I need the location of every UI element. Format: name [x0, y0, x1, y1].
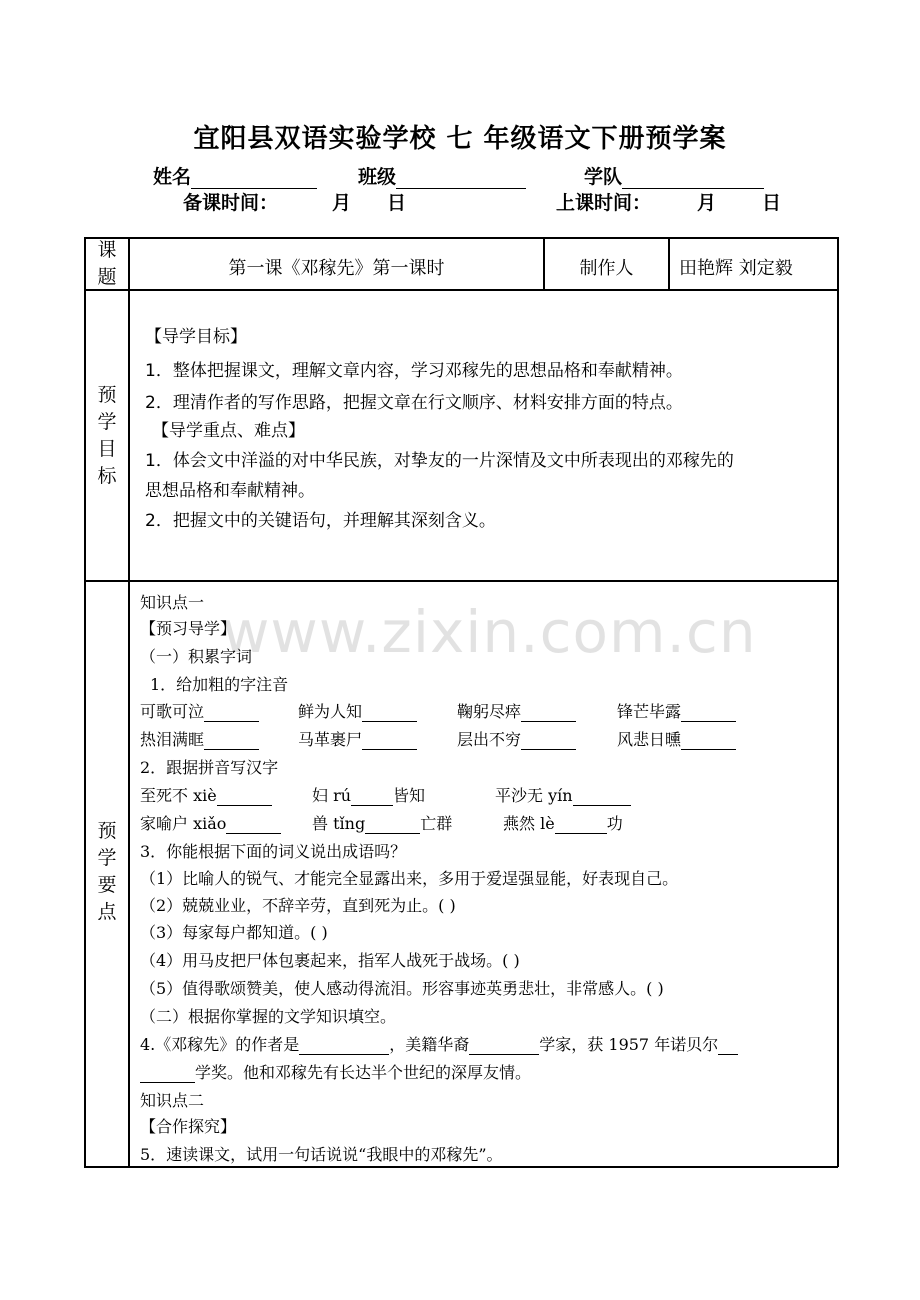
class-field: [358, 162, 526, 189]
key-points-heading: 【导学重点、难点】: [152, 421, 305, 441]
definition-4: （4）用马皮把尸体包裹起来，指军人战死于战场。( ): [140, 951, 520, 970]
goal-item-2: 2．理清作者的写作思路，把握文章在行文顺序、材料安排方面的特点。: [145, 393, 683, 413]
goals-label: 预 学 目 标: [97, 384, 117, 487]
question-5: 5．速读课文，试用一句话说说“我眼中的邓稼先”。: [140, 1145, 503, 1164]
points-label: 预 学 要 点: [97, 820, 117, 923]
answer-blank[interactable]: [365, 818, 420, 834]
topic-label: 课 题: [97, 239, 117, 288]
class-day: 日: [762, 192, 782, 214]
word-item: 热泪满眶: [140, 727, 259, 750]
key-item-2: 2．把握文中的关键语句，并理解其深刻含义。: [145, 511, 496, 531]
answer-blank[interactable]: [681, 706, 736, 722]
word-item: 风悲日曛: [617, 727, 736, 750]
page-title: 宜阳县双语实验学校 七 年级语文下册预学案: [193, 124, 727, 154]
answer-blank[interactable]: [204, 734, 259, 750]
prep-day: 日: [387, 192, 407, 214]
team-field: [584, 162, 764, 189]
answer-blank[interactable]: [555, 818, 607, 834]
prep-month: 月: [332, 192, 352, 214]
author-blank[interactable]: [299, 1039, 389, 1055]
answer-blank[interactable]: [521, 706, 576, 722]
definition-5: （5）值得歌颂赞美，使人感动得流泪。形容事迹英勇悲壮，非常感人。( ): [140, 979, 664, 998]
question-1: 1．给加粗的字注音: [150, 675, 289, 694]
section-1: （一）积累字词: [140, 647, 253, 666]
knowledge-point-1: 知识点一: [140, 593, 205, 612]
pinyin-item: 兽 tǐng 亡群: [312, 814, 453, 833]
pinyin-item: 平沙无 yín: [495, 783, 631, 806]
pinyin-item: 燕然 lè 功: [503, 814, 623, 833]
class-blank[interactable]: [396, 168, 526, 189]
word-item: 锋芒毕露: [617, 699, 736, 722]
definition-2: （2）兢兢业业，不辞辛劳，直到死为止。( ): [140, 896, 456, 915]
answer-blank[interactable]: [521, 734, 576, 750]
class-time-label: 上课时间：: [556, 192, 652, 214]
watermark: www.zixin.com.cn: [222, 598, 757, 666]
prize-blank[interactable]: [718, 1039, 738, 1055]
knowledge-point-2: 知识点二: [140, 1091, 205, 1110]
definition-3: （3）每家每户都知道。( ): [140, 923, 328, 942]
question-4-line-2: 学奖。他和邓稼先有长达半个世纪的深厚友情。: [140, 1060, 531, 1083]
field-blank[interactable]: [469, 1039, 539, 1055]
name-blank[interactable]: [191, 168, 317, 189]
class-month: 月: [697, 192, 717, 214]
prep-time-label: 备课时间：: [183, 192, 279, 214]
name-label: 姓名: [153, 166, 192, 188]
answer-blank[interactable]: [204, 706, 259, 722]
team-blank[interactable]: [622, 168, 764, 189]
definition-1: （1）比喻人的锐气、才能完全显露出来，多用于爱逞强显能，好表现自己。: [140, 869, 679, 888]
section-2: （二）根据你掌握的文学知识填空。: [140, 1007, 397, 1026]
lesson-topic: 第一课《邓稼先》第一课时: [228, 258, 445, 279]
answer-blank[interactable]: [351, 790, 393, 806]
preview-heading: 【预习导学】: [140, 619, 237, 638]
answer-blank[interactable]: [217, 790, 272, 806]
goal-item-1: 1．整体把握课文，理解文章内容，学习邓稼先的思想品格和奉献精神。: [145, 361, 683, 381]
guide-goals-heading: 【导学目标】: [145, 327, 247, 347]
name-field: [153, 162, 317, 189]
maker-names: 田艳辉 刘定毅: [679, 258, 793, 279]
answer-blank[interactable]: [226, 818, 281, 834]
cooperation-heading: 【合作探究】: [140, 1117, 237, 1136]
answer-blank[interactable]: [362, 734, 417, 750]
word-item: 鞠躬尽瘁: [457, 699, 576, 722]
question-4-line-1: 4.《邓稼先》的作者是 ，美籍华裔 学家，获 1957 年诺贝尔: [140, 1032, 738, 1055]
question-2: 2．跟据拼音写汉字: [140, 758, 279, 777]
team-label: 学队: [584, 166, 623, 188]
question-3: 3．你能根据下面的词义说出成语吗？: [140, 842, 407, 861]
pinyin-item: 至死不 xiè: [140, 783, 272, 806]
key-item-1b: 思想品格和奉献精神。: [145, 481, 315, 501]
maker-label: 制作人: [579, 258, 634, 279]
key-item-1a: 1．体会文中洋溢的对中华民族，对挚友的一片深情及文中所表现出的邓稼先的: [145, 451, 734, 471]
pinyin-item: 妇 rú 皆知: [312, 786, 426, 805]
prize-blank-cont[interactable]: [140, 1067, 195, 1083]
word-item: 马革裹尸: [298, 727, 417, 750]
class-label: 班级: [358, 166, 397, 188]
word-item: 鲜为人知: [298, 699, 417, 722]
pinyin-item: 家喻户 xiǎo: [140, 811, 281, 834]
word-item: 可歌可泣: [140, 699, 259, 722]
answer-blank[interactable]: [362, 706, 417, 722]
answer-blank[interactable]: [681, 734, 736, 750]
answer-blank[interactable]: [573, 790, 631, 806]
word-item: 层出不穷: [457, 727, 576, 750]
